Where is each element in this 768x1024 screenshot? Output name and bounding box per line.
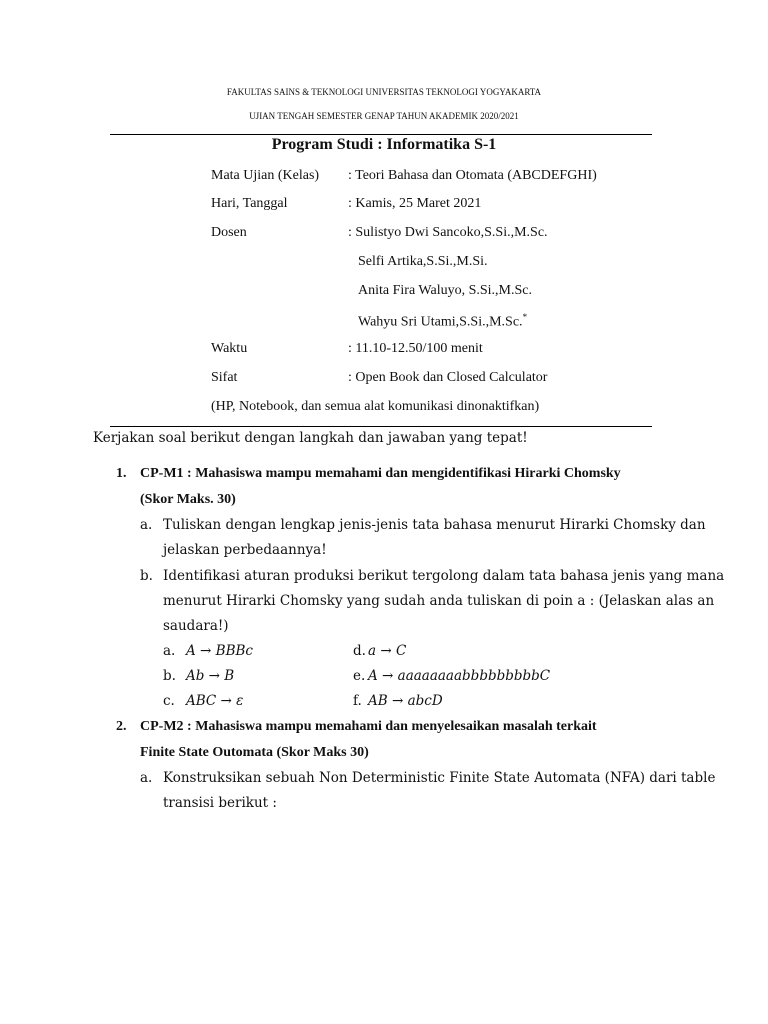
rule-d-expr: a → C (368, 643, 407, 659)
faculty-header: FAKULTAS SAINS & TEKNOLOGI UNIVERSITAS TEKNOLOGI YOGYAKARTA (226, 87, 542, 97)
dosen-2: Selfi Artika,S.Si.,M.Si. (358, 254, 488, 269)
rule-d-label: d. (353, 643, 366, 659)
hari-label: Hari, Tanggal (211, 196, 288, 211)
waktu-label: Waktu (211, 341, 248, 356)
dosen-1: : Sulistyo Dwi Sancoko,S.Si.,M.Sc. (348, 225, 548, 240)
rule-a-label: a. (163, 643, 176, 659)
q1b-line-1: Identifikasi aturan produksi berikut tergolong dalam tata bahasa jenis yang mana (163, 568, 725, 584)
sifat-value: : Open Book dan Closed Calculator (348, 370, 548, 385)
rule-e-label: e. (353, 668, 366, 684)
q1-number: 1. (116, 466, 127, 481)
q2-number: 2. (116, 719, 127, 734)
rule-e-expr: A → aaaaaaaabbbbbbbbbC (368, 668, 551, 684)
mata-ujian-label: Mata Ujian (Kelas) (211, 168, 320, 183)
dosen-label: Dosen (211, 225, 247, 240)
q2a-label: a. (140, 770, 153, 786)
q1a-label: a. (140, 517, 153, 533)
rule-b-expr: Ab → B (186, 668, 235, 684)
hari-value: : Kamis, 25 Maret 2021 (348, 196, 482, 211)
q2a-line-1: Konstruksikan sebuah Non Deterministic Finite State Automata (NFA) dari table (163, 770, 716, 786)
q1b-label: b. (140, 568, 153, 584)
sifat-label: Sifat (211, 370, 238, 385)
q1a-line-2: jelaskan perbedaannya! (163, 542, 327, 558)
rule-f-expr: AB → abcD (368, 693, 443, 709)
rule-b-label: b. (163, 668, 176, 684)
header-divider (110, 134, 652, 135)
q1-score: (Skor Maks. 30) (140, 492, 236, 507)
program-title: Program Studi : Informatika S-1 (271, 136, 497, 153)
q1a-line-1: Tuliskan dengan lengkap jenis-jenis tata bahasa menurut Hirarki Chomsky dan (163, 517, 706, 533)
device-note: (HP, Notebook, dan semua alat komunikasi dinonaktifkan) (211, 399, 540, 414)
instruction: Kerjakan soal berikut dengan langkah dan jawaban yang tepat! (93, 430, 528, 446)
rule-c-expr: ABC → ε (186, 693, 244, 709)
dosen-4: Wahyu Sri Utami,S.Si.,M.Sc.* (358, 312, 528, 330)
dosen-3: Anita Fira Waluyo, S.Si.,M.Sc. (358, 283, 533, 298)
q2a-line-2: transisi berikut : (163, 795, 277, 811)
q1-title: CP-M1 : Mahasiswa mampu memahami dan mengidentifikasi Hirarki Chomsky (140, 466, 621, 481)
waktu-value: : 11.10-12.50/100 menit (348, 341, 483, 356)
rule-c-label: c. (163, 693, 175, 709)
exam-header: UJIAN TENGAH SEMESTER GENAP TAHUN AKADEMIK 2020/2021 (249, 111, 519, 121)
q1b-line-3: saudara!) (163, 618, 229, 634)
q1b-line-2: menurut Hirarki Chomsky yang sudah anda tuliskan di poin a : (Jelaskan alas an (163, 593, 715, 609)
rule-a-expr: A → BBBc (186, 643, 253, 659)
info-divider (110, 426, 652, 427)
coordinator-mark: * (522, 312, 528, 322)
mata-ujian-value: : Teori Bahasa dan Otomata (ABCDEFGHI) (348, 168, 597, 183)
q2-title: CP-M2 : Mahasiswa mampu memahami dan menyelesaikan masalah terkait (140, 719, 597, 734)
rule-f-label: f. (353, 693, 362, 709)
q2-score: Finite State Outomata (Skor Maks 30) (140, 745, 369, 760)
